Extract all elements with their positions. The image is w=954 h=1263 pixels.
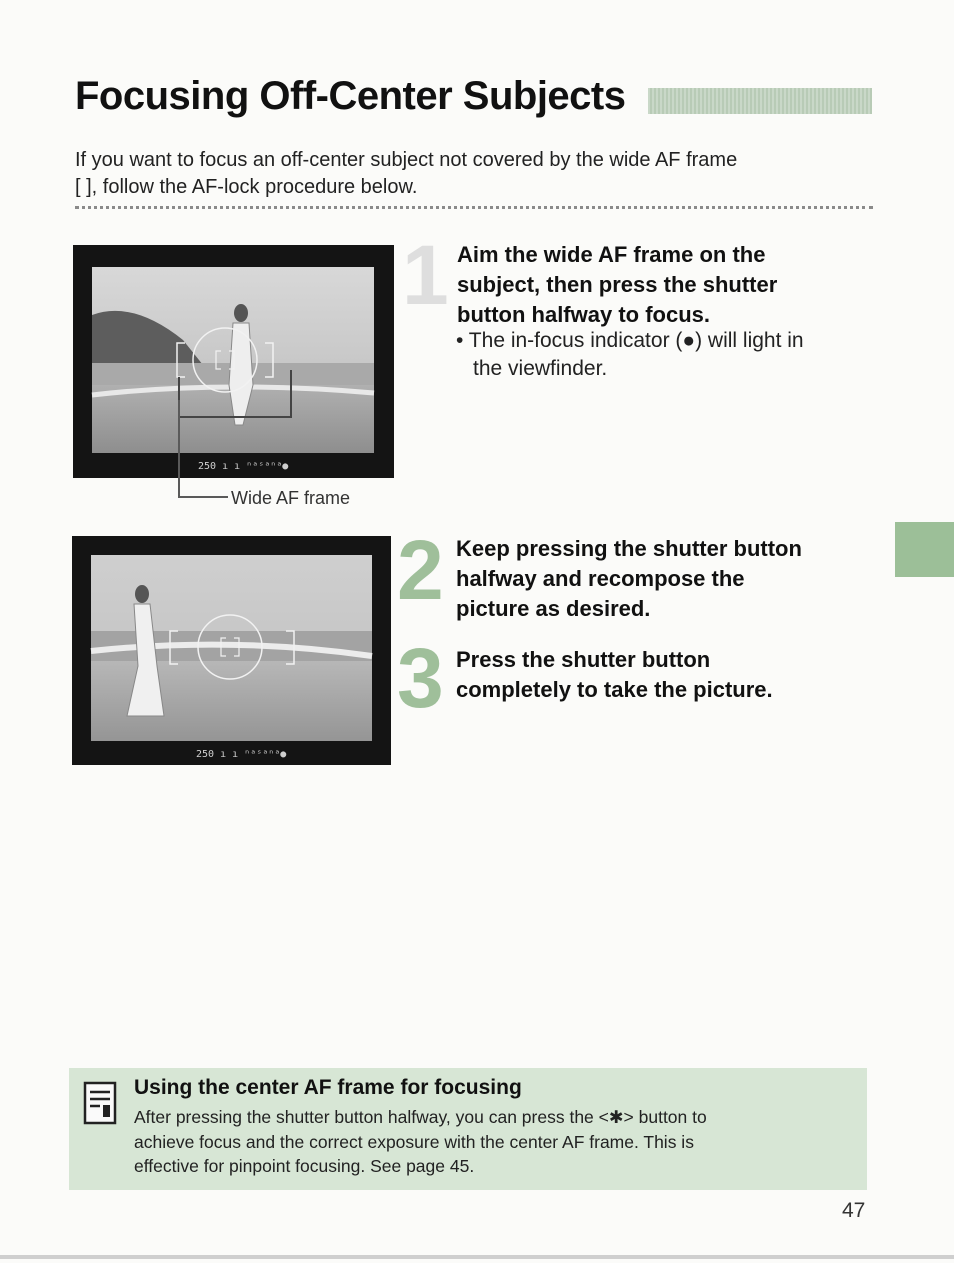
step-1-heading: [457, 240, 777, 330]
note-line-2: achieve focus and the correct exposure with the center AF frame. This is: [134, 1131, 694, 1152]
note-line-1: After pressing the shutter button halfway, you can press the <✱> button to: [134, 1107, 707, 1127]
step-2-heading-line-2: halfway and recompose the: [456, 566, 745, 591]
intro-line-1: If you want to focus an off-center subject not covered by the wide AF frame: [75, 149, 738, 171]
step-2-heading-line-1: Keep pressing the shutter button: [456, 536, 802, 561]
step-1-bullet-line-2: the viewfinder.: [473, 357, 608, 380]
callout-label-wide-af-frame: Wide AF frame: [231, 488, 351, 508]
step-3-heading-line-1: Press the shutter button: [456, 647, 711, 672]
step-number-1: 1: [402, 228, 449, 322]
bottom-rule: [0, 1255, 954, 1259]
intro-line-2: [ ], follow the AF-lock procedure below.: [75, 176, 418, 198]
step-1-heading-line-2: subject, then press the shutter: [457, 272, 778, 297]
viewfinder-photo-2: [72, 536, 391, 765]
note-line-3: effective for pinpoint focusing. See page 45.: [134, 1156, 475, 1176]
step-1-bullet-line-1: • The in-focus indicator (●) will light in: [456, 329, 804, 352]
callout-line-horizontal: [178, 496, 228, 498]
dotted-divider: [75, 206, 873, 209]
page-title: Focusing Off-Center Subjects: [75, 74, 626, 118]
intro-paragraph: [75, 147, 875, 201]
step-number-3: 3: [397, 631, 444, 725]
step-2-heading: [456, 534, 802, 624]
viewfinder-photo-1: [73, 245, 394, 478]
title-decoration-bar: [648, 88, 872, 114]
viewfinder-readout-1: 250 ı ı ⁿᵃˢᵃⁿᵃ●: [198, 461, 289, 472]
step-1-bullet: [456, 327, 876, 383]
step-2-heading-line-3: picture as desired.: [456, 596, 651, 621]
callout-line-vertical: [178, 400, 180, 497]
chapter-side-tab: [895, 522, 954, 577]
viewfinder-readout-2: 250 ı ı ⁿᵃˢᵃⁿᵃ●: [196, 749, 287, 760]
step-3-heading-line-2: completely to take the picture.: [456, 677, 773, 702]
note-title: Using the center AF frame for focusing: [134, 1076, 522, 1099]
step-1-heading-line-1: Aim the wide AF frame on the: [457, 242, 766, 267]
note-body: [134, 1105, 854, 1179]
memo-icon: [83, 1081, 117, 1125]
step-number-2: 2: [397, 523, 444, 617]
step-1-heading-line-3: button halfway to focus.: [457, 302, 710, 327]
page-number: 47: [842, 1199, 866, 1222]
step-3-heading: [456, 645, 773, 705]
